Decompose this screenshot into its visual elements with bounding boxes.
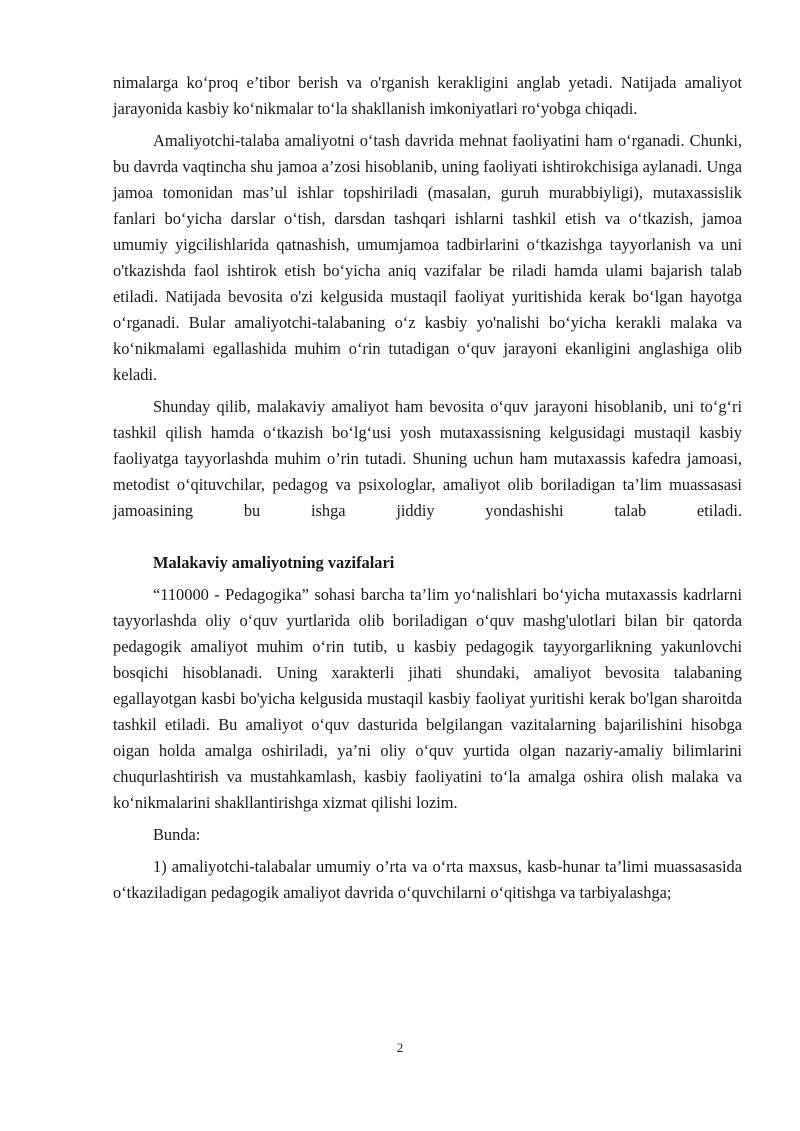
- document-page: [113, 70, 742, 906]
- paragraph-continuation: nimalarga ko‘proq e’tibor berish va o'rganish kerakligini anglab yetadi. Natijada amaliyot jarayonida kasbiy ko‘nikmalar to‘la shakllanish imkoniyatlari ro‘yobga chiqadi.: [113, 73, 742, 118]
- page-number: 2: [396, 1040, 404, 1055]
- paragraph-practice-labor: Amaliyotchi-talaba amaliyotni o‘tash davrida mehnat faoliyatini ham o‘rganadi. Chunki, bu davrda vaqtincha shu jamoa a’zosi hisoblanib, uning faoliyati ishtirokchisiga aylanadi. Unga jamoa tomonidan mas’ul ishlar topshiriladi (masalan, guruh murabbiyligi), mutaxassislik fanlari bo‘yicha darslar o‘tish, darsdan tashqari ishlarni tashkil etish va o‘tkazish, jamoa umumiy yigcilishlarida qatnashish, umumjamoa tadbirlarini o‘tkazishga tayyorlanish va uni o'tkazishda faol ishtirok etish bo‘yicha aniq vazifalar be riladi hamda ulami bajarish talab etiladi. Natijada bevosita o'zi kelgusida mustaqil faoliyat yuritishida kerak bo‘lgan hayotga o‘rganadi. Bular amaliyotchi-talabaning o‘z kasbiy yo'nalishi bo‘yicha kerakli malaka va ko‘nikmalami egallashida muhim o‘rin tutadigan o‘quv jarayoni ekanligini anglashiga olib keladi.: [113, 131, 742, 384]
- paragraph-conclusion: Shunday qilib, malakaviy amaliyot ham bevosita o‘quv jarayoni hisoblanib, uni to‘g‘ri tashkil qilish hamda o‘tkazish bo‘lg‘usi yosh mutaxassisning kelgusidagi mustaqil kasbiy faoliyatga tayyorlashda muhim o’rin tutadi. Shuning uchun ham mutaxassis kafedra jamoasi, metodist o‘qituvchilar, pedagog va psixologlar, amaliyot olib boriladigan ta’lim muassasasi jamoasining bu ishga jiddiy yondashishi talab etiladi.: [113, 397, 742, 520]
- paragraph-bunda: Bunda:: [153, 825, 201, 844]
- paragraph-pedagogika: “110000 - Pedagogika” sohasi barcha ta’lim yo‘nalishlari bo‘yicha mutaxassis kadrlarni tayyorlashda oliy o‘quv yurtlarida olib boriladigan o‘quv mashg'ulotlari bilan bir qatorda pedagogik amaliyot muhim o‘rin tutib, u kasbiy pedagogik tayyorgarlikning yakunlovchi bosqichi hisoblanadi. Uning xarakterli jihati shundaki, amaliyot bevosita talabaning egallayotgan kasbi bo'yicha kelgusida mustaqil kasbiy faoliyat yuritishi kerak bo'lgan sharoitda tashkil etiladi. Bu amaliyot o‘quv dasturida belgilangan vazitalarning bajarilishini hisobga oigan holda amalga oshiriladi, ya’ni oliy o‘quv yurtida olgan nazariy-amaliy bilimlarini chuqurlashtirish va mustahkamlash, kasbiy faoliyatini to‘la amalga oshira olish malaka va ko‘nikmalarini shakllantirishga xizmat qilishi lozim.: [113, 585, 742, 812]
- section-heading: Malakaviy amaliyotning vazifalari: [153, 553, 395, 572]
- list-item-1: 1) amaliyotchi-talabalar umumiy o’rta va o‘rta maxsus, kasb-hunar ta’limi muassasasida o‘tkaziladigan pedagogik amaliyot davrida o‘quvchilarni o‘qitishga va tarbiyalashga;: [113, 857, 742, 902]
